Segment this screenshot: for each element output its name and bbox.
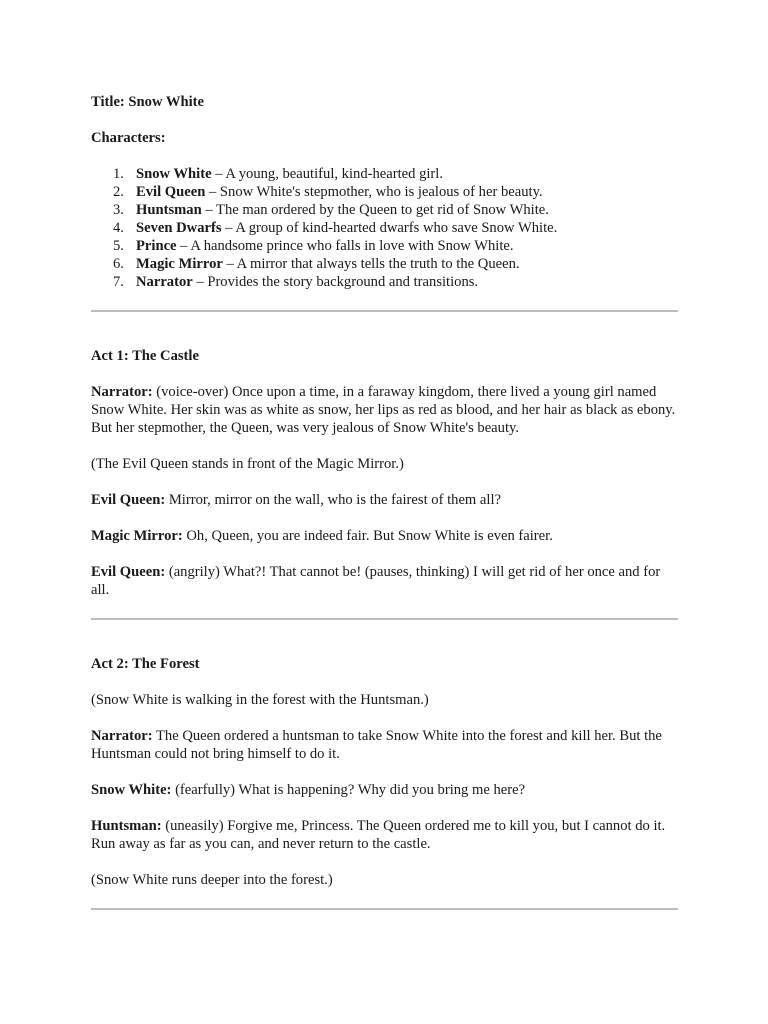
stage-direction: (Snow White runs deeper into the forest.) <box>91 872 333 888</box>
dialogue-line <box>91 563 678 599</box>
dialogue-text: (voice-over) Once upon a time, in a faraway kingdom, there lived a young girl named Snow White. Her skin was as white as snow, her lips as red as blood, and her hair as black as ebony. But her stepmother, the Queen, was very jealous of Snow White's beauty. <box>91 384 676 436</box>
document-title: Title: Snow White <box>91 94 204 110</box>
characters-heading: Characters: <box>91 130 166 146</box>
dialogue-text: (uneasily) Forgive me, Princess. The Queen ordered me to kill you, but I cannot do it. Run away as far as you can, and never return to the castle. <box>91 818 666 852</box>
list-number: 6. <box>113 256 124 272</box>
list-number: 4. <box>113 220 124 236</box>
list-item <box>113 219 678 237</box>
dialogue-text: (fearfully) What is happening? Why did you bring me here? <box>171 782 526 798</box>
speaker-name: Narrator: <box>91 384 153 400</box>
list-number: 2. <box>113 184 124 200</box>
character-name: Narrator <box>136 274 193 290</box>
list-number: 7. <box>113 274 124 290</box>
stage-direction: (The Evil Queen stands in front of the Magic Mirror.) <box>91 456 404 472</box>
speaker-name: Huntsman: <box>91 818 162 834</box>
dialogue-text: (angrily) What?! That cannot be! (pauses, thinking) I will get rid of her once and for all. <box>91 564 661 598</box>
dialogue-line <box>91 491 678 509</box>
character-description: – A mirror that always tells the truth to the Queen. <box>222 256 520 272</box>
list-item <box>113 237 678 255</box>
speaker-name: Evil Queen: <box>91 564 166 580</box>
dialogue-line <box>91 383 678 437</box>
dialogue-text: The Queen ordered a huntsman to take Snow White into the forest and kill her. But the Huntsman could not bring himself to do it. <box>91 728 662 762</box>
dialogue-line <box>91 527 678 545</box>
character-name: Magic Mirror <box>136 256 223 272</box>
list-item <box>113 165 678 183</box>
list-item <box>113 273 678 291</box>
dialogue-text: Oh, Queen, you are indeed fair. But Snow White is even fairer. <box>182 528 553 544</box>
character-description: – The man ordered by the Queen to get rid of Snow White. <box>201 202 549 218</box>
list-item <box>113 183 678 201</box>
dialogue-text: Mirror, mirror on the wall, who is the fairest of them all? <box>165 492 501 508</box>
speaker-name: Snow White: <box>91 782 172 798</box>
act-heading: Act 2: The Forest <box>91 656 200 672</box>
list-item <box>113 255 678 273</box>
character-name: Huntsman <box>136 202 202 218</box>
speaker-name: Magic Mirror: <box>91 528 183 544</box>
script-document <box>91 93 678 910</box>
stage-direction: (Snow White is walking in the forest with the Huntsman.) <box>91 692 429 708</box>
character-description: – Provides the story background and transitions. <box>192 274 479 290</box>
list-number: 1. <box>113 166 124 182</box>
section-divider <box>91 908 678 910</box>
character-description: – A handsome prince who falls in love with Snow White. <box>176 238 514 254</box>
character-name: Evil Queen <box>136 184 206 200</box>
list-number: 3. <box>113 202 124 218</box>
dialogue-line <box>91 781 678 799</box>
character-name: Seven Dwarfs <box>136 220 222 236</box>
character-description: – A young, beautiful, kind-hearted girl. <box>211 166 443 182</box>
dialogue-line <box>91 817 678 853</box>
speaker-name: Evil Queen: <box>91 492 166 508</box>
character-description: – Snow White's stepmother, who is jealous of her beauty. <box>205 184 543 200</box>
character-name: Prince <box>136 238 177 254</box>
list-item <box>113 201 678 219</box>
list-number: 5. <box>113 238 124 254</box>
characters-list <box>91 165 678 291</box>
speaker-name: Narrator: <box>91 728 153 744</box>
act-heading: Act 1: The Castle <box>91 348 199 364</box>
character-name: Snow White <box>136 166 212 182</box>
dialogue-line <box>91 727 678 763</box>
character-description: – A group of kind-hearted dwarfs who save Snow White. <box>221 220 558 236</box>
